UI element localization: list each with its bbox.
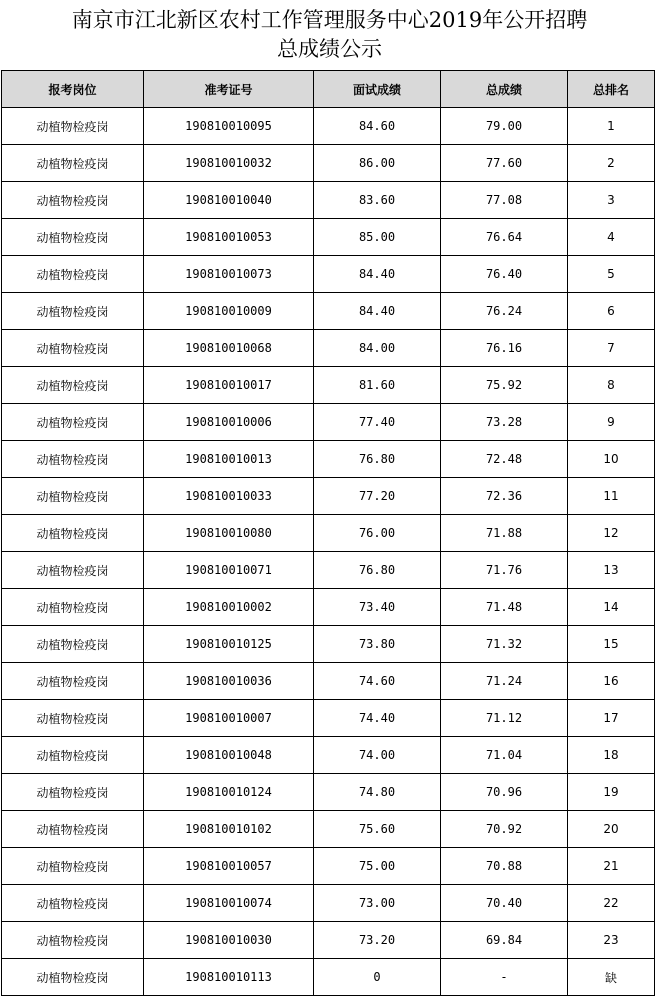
cell-ticket-number: 190810010073 bbox=[144, 256, 314, 293]
cell-rank: 4 bbox=[568, 219, 655, 256]
cell-rank: 18 bbox=[568, 737, 655, 774]
cell-total-score: 76.64 bbox=[441, 219, 568, 256]
cell-interview-score: 73.80 bbox=[314, 626, 441, 663]
cell-rank: 15 bbox=[568, 626, 655, 663]
cell-position: 动植物检疫岗 bbox=[2, 145, 144, 182]
cell-rank: 1 bbox=[568, 108, 655, 145]
cell-ticket-number: 190810010007 bbox=[144, 700, 314, 737]
cell-interview-score: 76.00 bbox=[314, 515, 441, 552]
results-table bbox=[1, 70, 655, 996]
table-row bbox=[2, 811, 655, 848]
table-row bbox=[2, 441, 655, 478]
cell-position: 动植物检疫岗 bbox=[2, 182, 144, 219]
cell-rank: 9 bbox=[568, 404, 655, 441]
cell-position: 动植物检疫岗 bbox=[2, 367, 144, 404]
cell-rank: 7 bbox=[568, 330, 655, 367]
cell-total-score: 72.48 bbox=[441, 441, 568, 478]
cell-position: 动植物检疫岗 bbox=[2, 885, 144, 922]
cell-total-score: 79.00 bbox=[441, 108, 568, 145]
cell-total-score: 77.08 bbox=[441, 182, 568, 219]
cell-ticket-number: 190810010006 bbox=[144, 404, 314, 441]
cell-total-score: 77.60 bbox=[441, 145, 568, 182]
table-row bbox=[2, 293, 655, 330]
cell-position: 动植物检疫岗 bbox=[2, 922, 144, 959]
table-row bbox=[2, 959, 655, 996]
cell-interview-score: 74.80 bbox=[314, 774, 441, 811]
cell-interview-score: 85.00 bbox=[314, 219, 441, 256]
cell-interview-score: 84.00 bbox=[314, 330, 441, 367]
cell-rank: 3 bbox=[568, 182, 655, 219]
cell-rank: 2 bbox=[568, 145, 655, 182]
cell-rank: 21 bbox=[568, 848, 655, 885]
cell-ticket-number: 190810010057 bbox=[144, 848, 314, 885]
cell-position: 动植物检疫岗 bbox=[2, 293, 144, 330]
table-row bbox=[2, 108, 655, 145]
cell-rank: 19 bbox=[568, 774, 655, 811]
cell-interview-score: 74.00 bbox=[314, 737, 441, 774]
cell-interview-score: 73.00 bbox=[314, 885, 441, 922]
table-row bbox=[2, 774, 655, 811]
cell-total-score: - bbox=[441, 959, 568, 996]
table-row bbox=[2, 922, 655, 959]
cell-interview-score: 84.60 bbox=[314, 108, 441, 145]
cell-total-score: 70.40 bbox=[441, 885, 568, 922]
table-row bbox=[2, 330, 655, 367]
table-row bbox=[2, 737, 655, 774]
cell-interview-score: 81.60 bbox=[314, 367, 441, 404]
cell-rank: 5 bbox=[568, 256, 655, 293]
title-line-2: 总成绩公示 bbox=[277, 37, 382, 61]
cell-total-score: 71.04 bbox=[441, 737, 568, 774]
cell-total-score: 71.48 bbox=[441, 589, 568, 626]
cell-position: 动植物检疫岗 bbox=[2, 478, 144, 515]
table-row bbox=[2, 256, 655, 293]
cell-total-score: 70.88 bbox=[441, 848, 568, 885]
cell-interview-score: 84.40 bbox=[314, 293, 441, 330]
cell-position: 动植物检疫岗 bbox=[2, 515, 144, 552]
cell-position: 动植物检疫岗 bbox=[2, 330, 144, 367]
cell-position: 动植物检疫岗 bbox=[2, 552, 144, 589]
table-row bbox=[2, 626, 655, 663]
cell-total-score: 71.88 bbox=[441, 515, 568, 552]
cell-rank: 16 bbox=[568, 663, 655, 700]
cell-rank: 14 bbox=[568, 589, 655, 626]
cell-rank: 8 bbox=[568, 367, 655, 404]
cell-ticket-number: 190810010036 bbox=[144, 663, 314, 700]
cell-position: 动植物检疫岗 bbox=[2, 959, 144, 996]
cell-total-score: 71.24 bbox=[441, 663, 568, 700]
cell-total-score: 72.36 bbox=[441, 478, 568, 515]
cell-interview-score: 75.60 bbox=[314, 811, 441, 848]
cell-total-score: 76.16 bbox=[441, 330, 568, 367]
cell-interview-score: 86.00 bbox=[314, 145, 441, 182]
cell-interview-score: 76.80 bbox=[314, 552, 441, 589]
cell-rank: 20 bbox=[568, 811, 655, 848]
cell-rank: 13 bbox=[568, 552, 655, 589]
cell-position: 动植物检疫岗 bbox=[2, 108, 144, 145]
table-row bbox=[2, 663, 655, 700]
header-position: 报考岗位 bbox=[2, 71, 144, 108]
cell-position: 动植物检疫岗 bbox=[2, 811, 144, 848]
page-title bbox=[0, 6, 659, 64]
table-row bbox=[2, 404, 655, 441]
cell-ticket-number: 190810010017 bbox=[144, 367, 314, 404]
cell-ticket-number: 190810010040 bbox=[144, 182, 314, 219]
table-row bbox=[2, 478, 655, 515]
cell-position: 动植物检疫岗 bbox=[2, 663, 144, 700]
cell-rank: 10 bbox=[568, 441, 655, 478]
cell-ticket-number: 190810010080 bbox=[144, 515, 314, 552]
cell-total-score: 70.96 bbox=[441, 774, 568, 811]
table-row bbox=[2, 552, 655, 589]
cell-ticket-number: 190810010053 bbox=[144, 219, 314, 256]
cell-ticket-number: 190810010113 bbox=[144, 959, 314, 996]
cell-ticket-number: 190810010102 bbox=[144, 811, 314, 848]
cell-interview-score: 73.40 bbox=[314, 589, 441, 626]
cell-total-score: 70.92 bbox=[441, 811, 568, 848]
header-interview-score: 面试成绩 bbox=[314, 71, 441, 108]
cell-ticket-number: 190810010009 bbox=[144, 293, 314, 330]
cell-rank: 12 bbox=[568, 515, 655, 552]
cell-position: 动植物检疫岗 bbox=[2, 589, 144, 626]
cell-rank: 23 bbox=[568, 922, 655, 959]
table-row bbox=[2, 182, 655, 219]
header-row bbox=[2, 71, 655, 108]
table-row bbox=[2, 589, 655, 626]
cell-position: 动植物检疫岗 bbox=[2, 441, 144, 478]
cell-rank: 缺 bbox=[568, 959, 655, 996]
cell-total-score: 73.28 bbox=[441, 404, 568, 441]
cell-ticket-number: 190810010033 bbox=[144, 478, 314, 515]
table-row bbox=[2, 145, 655, 182]
cell-position: 动植物检疫岗 bbox=[2, 404, 144, 441]
cell-position: 动植物检疫岗 bbox=[2, 219, 144, 256]
cell-ticket-number: 190810010125 bbox=[144, 626, 314, 663]
table-row bbox=[2, 515, 655, 552]
cell-interview-score: 84.40 bbox=[314, 256, 441, 293]
table-header bbox=[2, 71, 655, 108]
cell-interview-score: 74.40 bbox=[314, 700, 441, 737]
cell-rank: 17 bbox=[568, 700, 655, 737]
cell-ticket-number: 190810010002 bbox=[144, 589, 314, 626]
cell-total-score: 76.40 bbox=[441, 256, 568, 293]
cell-total-score: 75.92 bbox=[441, 367, 568, 404]
cell-interview-score: 75.00 bbox=[314, 848, 441, 885]
cell-interview-score: 83.60 bbox=[314, 182, 441, 219]
cell-ticket-number: 190810010032 bbox=[144, 145, 314, 182]
cell-rank: 22 bbox=[568, 885, 655, 922]
cell-position: 动植物检疫岗 bbox=[2, 774, 144, 811]
header-ticket-number: 准考证号 bbox=[144, 71, 314, 108]
cell-ticket-number: 190810010095 bbox=[144, 108, 314, 145]
cell-interview-score: 77.20 bbox=[314, 478, 441, 515]
cell-ticket-number: 190810010068 bbox=[144, 330, 314, 367]
cell-interview-score: 74.60 bbox=[314, 663, 441, 700]
cell-position: 动植物检疫岗 bbox=[2, 737, 144, 774]
cell-interview-score: 76.80 bbox=[314, 441, 441, 478]
cell-ticket-number: 190810010071 bbox=[144, 552, 314, 589]
cell-total-score: 69.84 bbox=[441, 922, 568, 959]
header-total-score: 总成绩 bbox=[441, 71, 568, 108]
cell-total-score: 71.32 bbox=[441, 626, 568, 663]
table-row bbox=[2, 700, 655, 737]
cell-total-score: 71.12 bbox=[441, 700, 568, 737]
cell-ticket-number: 190810010124 bbox=[144, 774, 314, 811]
title-line-1: 南京市江北新区农村工作管理服务中心2019年公开招聘 bbox=[71, 8, 588, 32]
cell-ticket-number: 190810010030 bbox=[144, 922, 314, 959]
cell-ticket-number: 190810010074 bbox=[144, 885, 314, 922]
cell-ticket-number: 190810010048 bbox=[144, 737, 314, 774]
cell-ticket-number: 190810010013 bbox=[144, 441, 314, 478]
cell-interview-score: 77.40 bbox=[314, 404, 441, 441]
cell-position: 动植物检疫岗 bbox=[2, 848, 144, 885]
cell-position: 动植物检疫岗 bbox=[2, 256, 144, 293]
cell-total-score: 76.24 bbox=[441, 293, 568, 330]
table-row bbox=[2, 848, 655, 885]
cell-total-score: 71.76 bbox=[441, 552, 568, 589]
header-rank: 总排名 bbox=[568, 71, 655, 108]
cell-rank: 11 bbox=[568, 478, 655, 515]
cell-interview-score: 0 bbox=[314, 959, 441, 996]
table-row bbox=[2, 367, 655, 404]
table-body bbox=[2, 108, 655, 996]
cell-interview-score: 73.20 bbox=[314, 922, 441, 959]
cell-position: 动植物检疫岗 bbox=[2, 626, 144, 663]
cell-rank: 6 bbox=[568, 293, 655, 330]
table-row bbox=[2, 885, 655, 922]
table-row bbox=[2, 219, 655, 256]
cell-position: 动植物检疫岗 bbox=[2, 700, 144, 737]
